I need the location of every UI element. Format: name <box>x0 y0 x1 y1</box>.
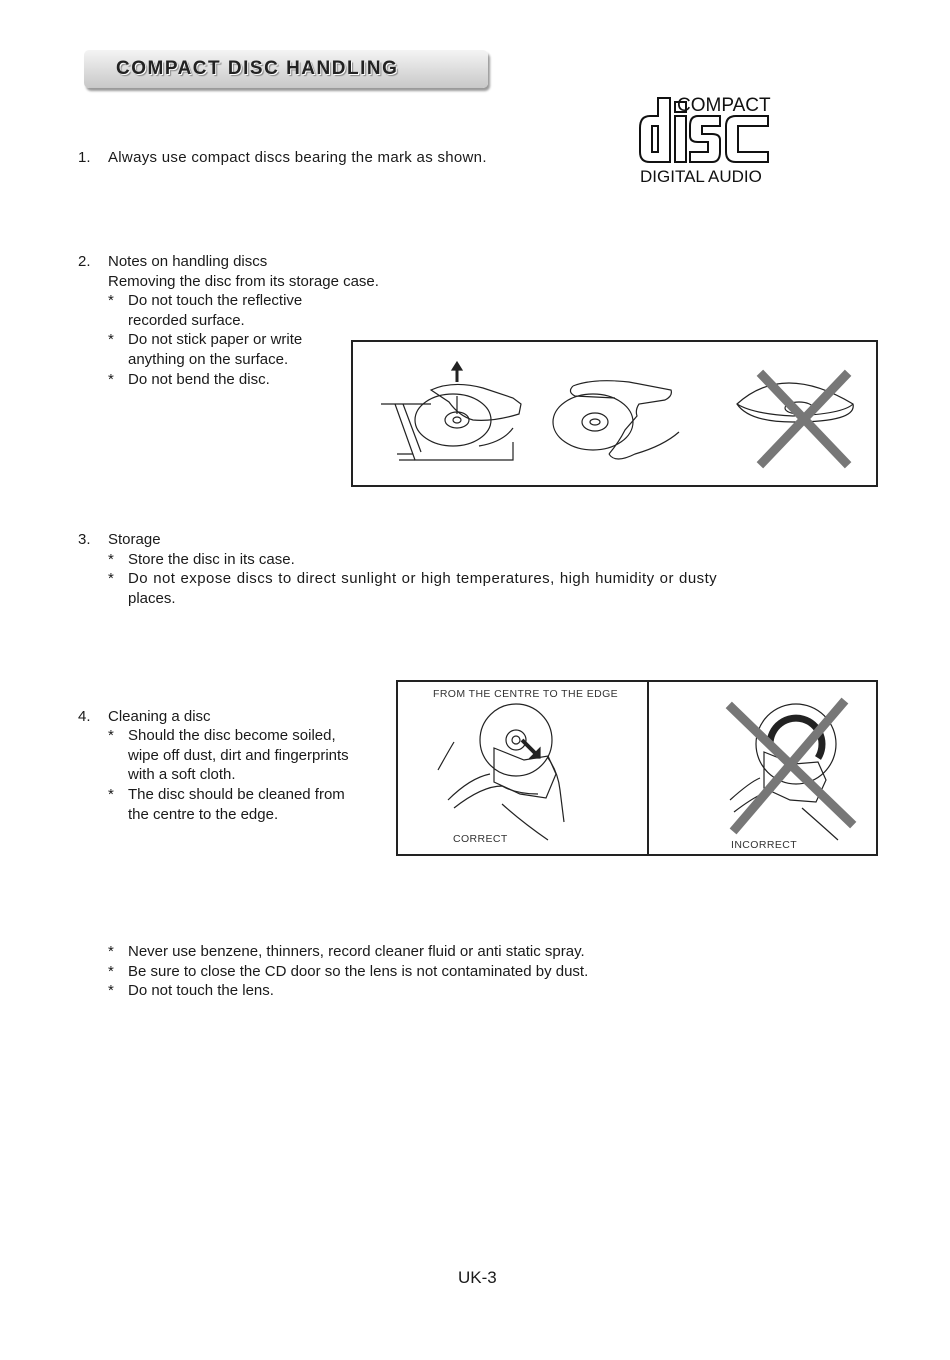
section3-title: Storage <box>108 531 161 548</box>
incorrect-x-icon <box>732 704 850 828</box>
logo-compact-text: COMPACT <box>677 95 771 116</box>
section4-bullet2-line2: the centre to the edge. <box>128 806 279 823</box>
caption-centre-to-edge: FROM THE CENTRE TO THE EDGE <box>433 688 619 700</box>
note-benzene: Never use benzene, thinners, record cleaner fluid or anti static spray. <box>128 943 585 960</box>
section1-number: 1. <box>78 149 91 166</box>
cleaning-figure-box <box>396 680 878 856</box>
handling-illustration <box>353 342 876 485</box>
section3-bullet2-line2: places. <box>128 590 176 607</box>
section3-number: 3. <box>78 531 91 548</box>
handling-figure-box <box>351 340 878 487</box>
cleaning-illustration <box>398 682 876 854</box>
correct-cleaning-icon <box>438 704 564 840</box>
note-cd-door: Be sure to close the CD door so the lens is not contaminated by dust. <box>128 963 589 980</box>
bullet-star: * <box>108 570 114 587</box>
page-number: UK-3 <box>458 1268 497 1287</box>
section3-bullet2-line1: Do not expose discs to direct sunlight or high temperatures, high humidity or dusty <box>128 570 718 587</box>
bullet-star: * <box>108 331 114 348</box>
compact-disc-logo <box>636 92 776 188</box>
section3-bullet1: Store the disc in its case. <box>128 551 295 568</box>
section2-subtitle: Removing the disc from its storage case. <box>108 273 379 290</box>
section2-bullet2-line2: anything on the surface. <box>128 351 289 368</box>
section4-bullet1-line3: with a soft cloth. <box>128 766 236 783</box>
disc-case-removal-icon <box>381 384 521 460</box>
bullet-star: * <box>108 943 114 960</box>
bullet-star: * <box>108 982 114 999</box>
logo-digital-audio-text: DIGITAL AUDIO <box>640 167 762 186</box>
bullet-star: * <box>108 292 114 309</box>
section2-bullet1-line1: Do not touch the reflective <box>128 292 303 309</box>
section4-bullet1-line1: Should the disc become soiled, <box>128 727 336 744</box>
bullet-star: * <box>108 786 114 803</box>
bullet-star: * <box>108 963 114 980</box>
label-incorrect: INCORRECT <box>731 839 798 851</box>
section4-title: Cleaning a disc <box>108 708 211 725</box>
section1-text: Always use compact discs bearing the mark as shown. <box>108 149 487 166</box>
section4-bullet2-line1: The disc should be cleaned from <box>128 786 345 803</box>
section2-bullet2-line1: Do not stick paper or write <box>128 331 303 348</box>
bullet-star: * <box>108 727 114 744</box>
page-title: COMPACT DISC HANDLING <box>116 58 399 79</box>
note-lens: Do not touch the lens. <box>128 982 274 999</box>
bullet-star: * <box>108 371 114 388</box>
section4-bullet1-line2: wipe off dust, dirt and fingerprints <box>128 747 349 764</box>
disc-holding-edge-icon <box>553 381 679 459</box>
section2-bullet3-line1: Do not bend the disc. <box>128 371 270 388</box>
section4-number: 4. <box>78 708 91 725</box>
section2-bullet1-line2: recorded surface. <box>128 312 245 329</box>
label-correct: CORRECT <box>453 833 508 845</box>
bullet-star: * <box>108 551 114 568</box>
section2-number: 2. <box>78 253 91 270</box>
section2-title: Notes on handling discs <box>108 253 268 270</box>
